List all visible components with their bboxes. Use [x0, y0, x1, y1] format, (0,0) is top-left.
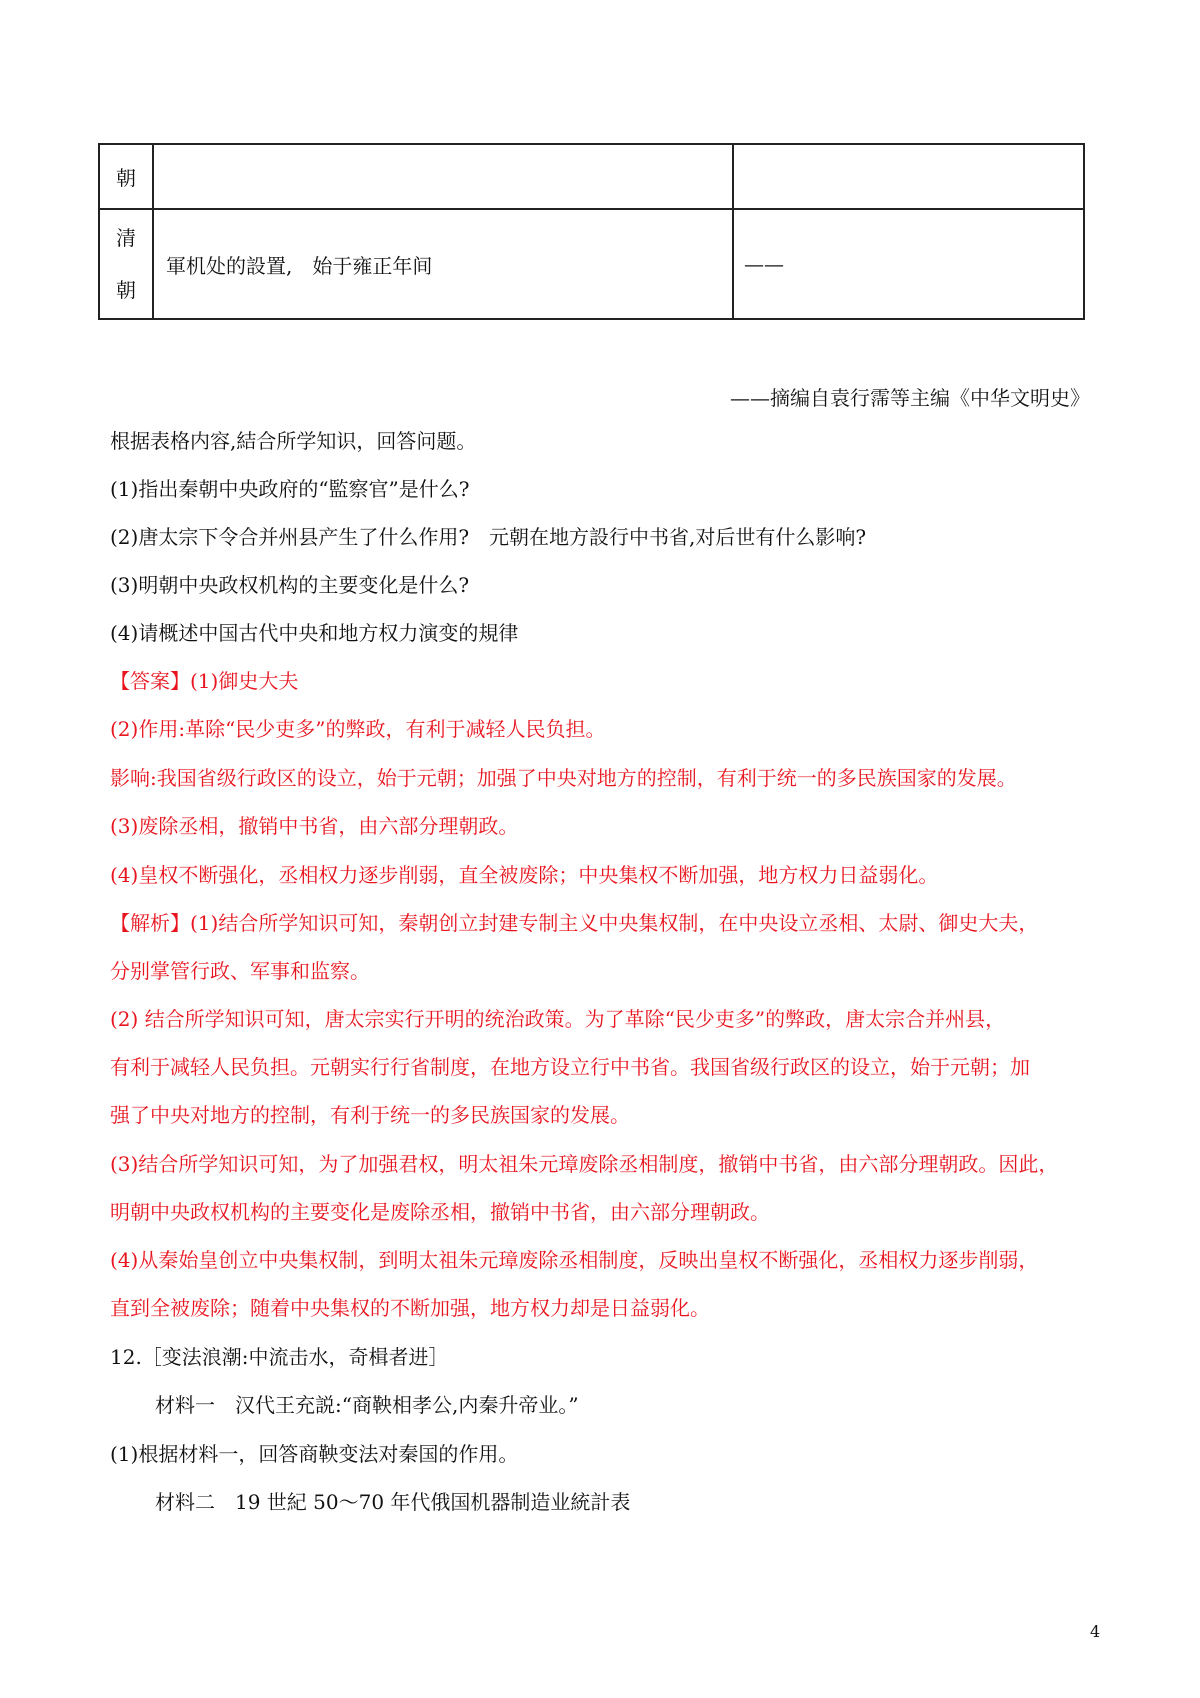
dynasty-char: 朝: [116, 278, 136, 302]
analysis-line-9: 直到全被废除；随着中央集权的不断加强，地方权力却是日益弱化。: [110, 1296, 710, 1320]
answer-label: 【答案】: [110, 669, 190, 693]
analysis-line-8: (4)从秦始皇创立中央集权制，到明太祖朱元璋废除丞相制度，反映出皇权不断强化，丞相权力逐步削弱，: [110, 1248, 1039, 1272]
content-cell: 軍机处的設置, 始于雍正年间: [153, 209, 733, 319]
note-cell: [733, 144, 1084, 209]
question-2: (2)唐太宗下令合并州县产生了什么作用? 元朝在地方設行中书省,对后世有什么影响?: [110, 525, 867, 549]
analysis-line-2: 分别掌管行政、军事和监察。: [110, 959, 370, 983]
analysis-line-3: (2) 结合所学知识可知，唐太宗实行开明的统治政策。为了革除“民少吏多”的弊政，唐太宗合并州县，: [110, 1007, 1006, 1031]
question-4: (4)请概述中国古代中央和地方权力演变的規律: [110, 621, 519, 645]
answer-line-3: 影响:我国省级行政区的设立，始于元朝；加强了中央对地方的控制，有利于统一的多民族国家的发展。: [110, 766, 1017, 790]
q12-title: 12.［变法浪潮:中流击水，奇楫者进］: [110, 1345, 449, 1369]
dynasty-cell: [99, 209, 153, 319]
page-number: 4: [1090, 1622, 1101, 1641]
dynasty-cell: 朝: [99, 144, 153, 209]
analysis-line-4: 有利于减轻人民负担。元朝实行行省制度，在地方设立行中书省。我国省级行政区的设立，始于元朝；加: [110, 1055, 1030, 1079]
answer-line-4: (3)废除丞相，撤销中书省，由六部分理朝政。: [110, 814, 519, 838]
answer-line-1: 【答案】(1)御史大夫: [110, 669, 299, 693]
dynasty-char: 清: [116, 226, 136, 250]
table-row: [99, 144, 1084, 209]
analysis-label: 【解析】: [110, 911, 190, 935]
table-row: [99, 209, 1084, 319]
q12-question-1: (1)根据材料一，回答商鞅变法对秦国的作用。: [110, 1442, 519, 1466]
note-cell: ——: [733, 209, 1084, 319]
answer-line-5: (4)皇权不断强化，丞相权力逐步削弱，直全被废除；中央集权不断加强，地方权力日益弱化。: [110, 863, 939, 887]
analysis-line-6: (3)结合所学知识可知，为了加强君权，明太祖朱元璋废除丞相制度，撤销中书省，由六部分理朝政。因此，: [110, 1152, 1059, 1176]
q12-material-1: 材料一 汉代王充説:“商鞅相孝公,内秦升帝业。”: [155, 1393, 579, 1417]
analysis-line-1: 【解析】(1)结合所学知识可知，秦朝创立封建专制主义中央集权制，在中央设立丞相、太尉、御史大夫，: [110, 911, 1039, 935]
question-3: (3)明朝中央政权机构的主要变化是什么?: [110, 573, 470, 597]
analysis-line-7: 明朝中央政权机构的主要变化是废除丞相，撤销中书省，由六部分理朝政。: [110, 1200, 770, 1224]
question-1: (1)指出秦朝中央政府的“監察官”是什么?: [110, 477, 470, 501]
answer-line-2: (2)作用:革除“民少吏多”的弊政，有利于减轻人民负担。: [110, 717, 606, 741]
prompt-text: 根据表格内容,結合所学知识，回答问题。: [110, 429, 477, 453]
content-cell: [153, 144, 733, 209]
analysis-line-5: 强了中央对地方的控制，有利于统一的多民族国家的发展。: [110, 1103, 630, 1127]
history-table: [98, 143, 1085, 320]
q12-material-2: 材料二 19 世紀 50～70 年代俄国机器制造业統計表: [155, 1490, 631, 1514]
source-citation: ——摘编自袁行霈等主编《中华文明史》: [730, 386, 1090, 410]
